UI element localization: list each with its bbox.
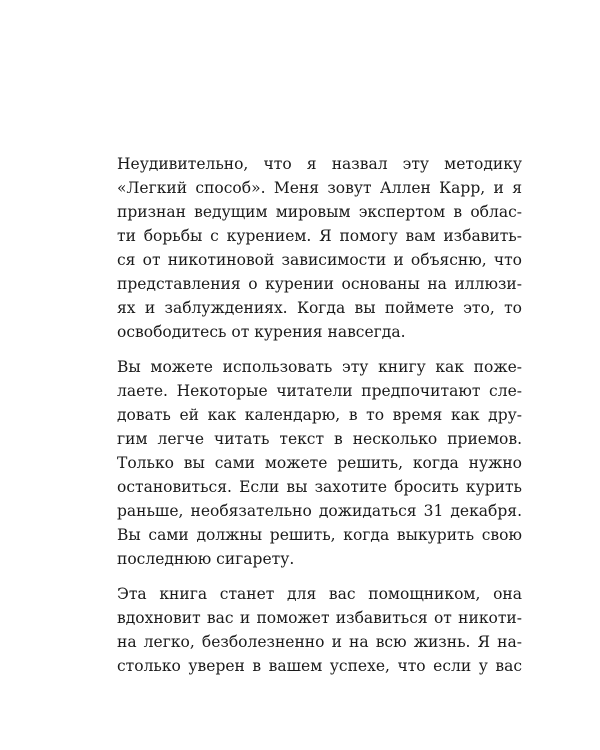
text-line: освободитесь от курения навсегда. (117, 323, 406, 341)
text-line: Только вы сами можете решить, когда нужно (117, 454, 522, 472)
paragraph-1 (117, 152, 522, 344)
text-line: ти борьбы с курением. Я помогу вам избавить- (117, 227, 522, 245)
text-line: ся от никотиновой зависимости и объясню, что (117, 251, 522, 269)
text-line: раньше, необязательно дожидаться 31 декабря. (117, 502, 522, 520)
text-line: «Легкий способ». Меня зовут Аллен Карр, и я (117, 179, 522, 197)
text-line: последнюю сигарету. (117, 550, 295, 568)
text-line: лаете. Некоторые читатели предпочитают сле- (117, 382, 522, 400)
text-line: Вы можете использовать эту книгу как поже- (117, 358, 522, 376)
text-line: вдохновит вас и поможет избавиться от никоти- (117, 609, 522, 627)
paragraph-3 (117, 582, 522, 678)
body-text (117, 152, 522, 689)
text-line: Эта книга станет для вас помощником, она (117, 585, 522, 603)
text-line: столько уверен в вашем успехе, что если у вас (117, 657, 522, 675)
text-line: признан ведущим мировым экспертом в облас- (117, 203, 522, 221)
text-line: Неудивительно, что я назвал эту методику (117, 155, 522, 173)
text-line: ях и заблуждениях. Когда вы поймете это, то (117, 299, 522, 317)
text-line: довать ей как календарю, в то время как дру- (117, 406, 522, 424)
text-line: на легко, безболезненно и на всю жизнь. Я на- (117, 633, 522, 651)
paragraph-2 (117, 355, 522, 571)
text-line: гим легче читать текст в несколько приемов. (117, 430, 522, 448)
text-line: Вы сами должны решить, когда выкурить свою (117, 526, 522, 544)
text-line: остановиться. Если вы захотите бросить курить (117, 478, 522, 496)
text-line: представления о курении основаны на иллюзи- (117, 275, 522, 293)
